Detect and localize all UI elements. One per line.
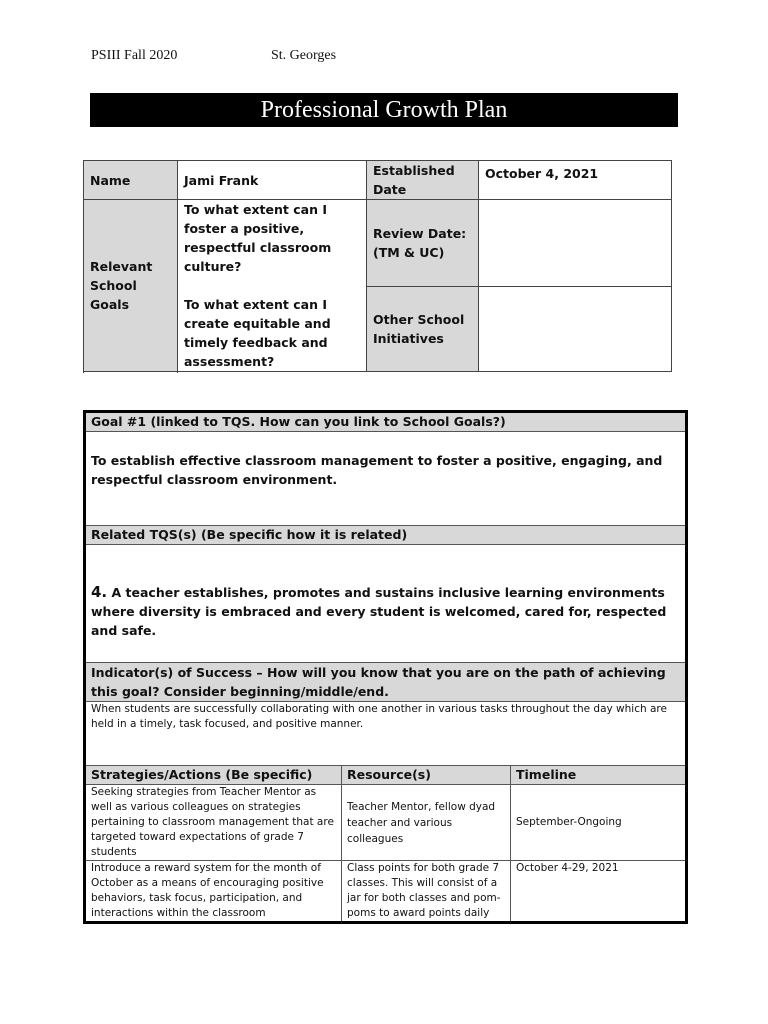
col-timeline: Timeline [511, 766, 687, 785]
header-school: St. Georges [271, 48, 337, 63]
table-row [85, 785, 687, 861]
tqs-number: 4. [91, 583, 108, 601]
tqs-text-cell [85, 545, 687, 663]
header-course: PSIII Fall 2020 [91, 48, 178, 63]
timeline-cell: October 4-29, 2021 [511, 861, 687, 923]
col-strategies: Strategies/Actions (Be specific) [85, 766, 342, 785]
strategy-cell: Introduce a reward system for the month of October as a means of encouraging positive behaviors, task focus, participation, and interactions within the classroom [85, 861, 342, 923]
established-value: October 4, 2021 [479, 161, 672, 200]
established-label: Established Date [367, 161, 479, 200]
goal-question-2: To what extent can I create equitable and timely feedback and assessment? [184, 297, 331, 369]
tqs-text: A teacher establishes, promotes and sustains inclusive learning environments where diversity is embraced and every student is welcomed, cared for, respected and safe. [91, 585, 667, 638]
goals-value [178, 200, 367, 372]
tqs-heading: Related TQS(s) (Be specific how it is related) [85, 526, 687, 545]
indicator-text: When students are successfully collaborating with one another in various tasks throughout the day which are held in a timely, task focused, and positive manner. [85, 702, 687, 766]
col-resources: Resource(s) [342, 766, 511, 785]
name-value: Jami Frank [178, 161, 367, 200]
other-label: Other School Initiatives [367, 286, 479, 371]
goals-label: Relevant School Goals [84, 200, 178, 372]
resource-cell: Teacher Mentor, fellow dyad teacher and various colleagues [342, 785, 511, 861]
name-label: Name [84, 161, 178, 200]
table-row [85, 861, 687, 923]
goal-question-1: To what extent can I foster a positive, respectful classroom culture? [184, 202, 332, 274]
other-value [479, 286, 672, 371]
page-title: Professional Growth Plan [90, 93, 678, 127]
goal-heading: Goal #1 (linked to TQS. How can you link to School Goals?) [85, 412, 687, 432]
review-value [479, 200, 672, 287]
info-table [83, 160, 672, 372]
review-label: Review Date: (TM & UC) [367, 200, 479, 287]
goal-text: To establish effective classroom management to foster a positive, engaging, and respectful classroom environment. [85, 432, 687, 526]
goal-table [83, 410, 688, 924]
timeline-cell: September-Ongoing [511, 785, 687, 861]
indicator-heading: Indicator(s) of Success – How will you know that you are on the path of achieving this goal? Consider beginning/middle/end. [85, 663, 687, 702]
strategy-cell: Seeking strategies from Teacher Mentor as well as various colleagues on strategies pertaining to classroom management that are targeted toward expectations of grade 7 students [85, 785, 342, 861]
resource-cell: Class points for both grade 7 classes. This will consist of a jar for both classes and pom-poms to award points daily [342, 861, 511, 923]
